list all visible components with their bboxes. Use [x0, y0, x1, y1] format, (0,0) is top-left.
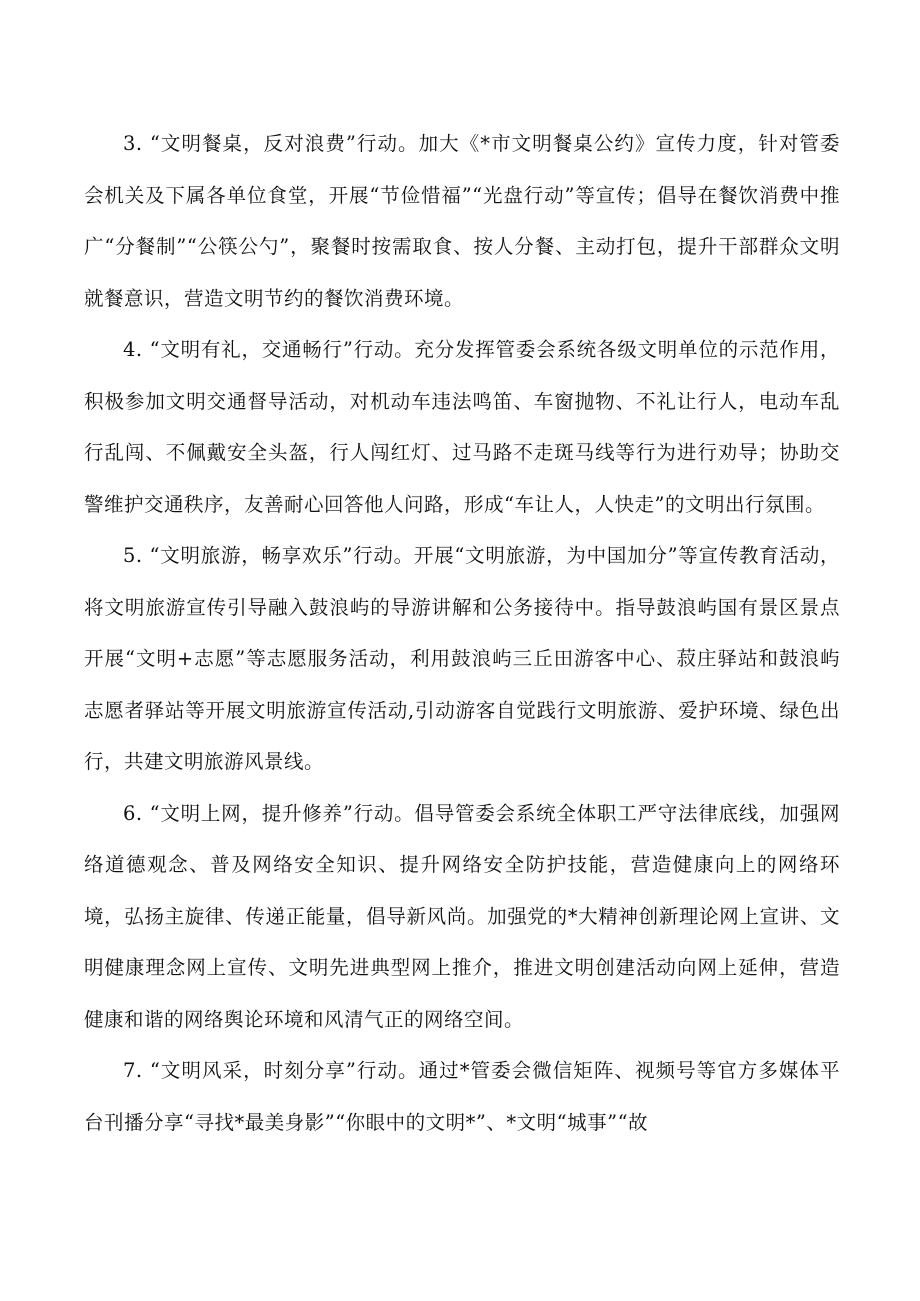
- paragraph-5-civilized-tourism: 5. “文明旅游，畅享欢乐”行动。开展“文明旅游，为中国加分”等宣传教育活动，将文明旅游宣传引导融入鼓浪屿的导游讲解和公务接待中。指导鼓浪屿国有景区景点开展“文明+志愿”等志愿服务活动，利用鼓浪屿三丘田游客中心、菽庄驿站和鼓浪屿志愿者驿站等开展文明旅游宣传活动,引动游客自觉践行文明旅游、爱护环境、绿色出行，共建文明旅游风景线。: [84, 544, 840, 773]
- paragraph-3-civilized-dining: 3. “文明餐桌，反对浪费”行动。加大《*市文明餐桌公约》宣传力度，针对管委会机关及下属各单位食堂，开展“节俭惜福”“光盘行动”等宣传；倡导在餐饮消费中推广“分餐制”“公筷公勺”，聚餐时按需取食、按人分餐、主动打包，提升干部群众文明就餐意识，营造文明节约的餐饮消费环境。: [84, 132, 840, 310]
- paragraph-4-civilized-traffic: 4. “文明有礼，交通畅行”行动。充分发挥管委会系统各级文明单位的示范作用，积极参加文明交通督导活动，对机动车违法鸣笛、车窗抛物、不礼让行人，电动车乱行乱闯、不佩戴安全头盔，行人闯红灯、过马路不走斑马线等行为进行劝导；协助交警维护交通秩序，友善耐心回答他人问路，形成“车让人，人快走”的文明出行氛围。: [84, 338, 840, 516]
- document-page: [84, 118, 840, 1148]
- paragraph-7-civilized-sharing: 7. “文明风采，时刻分享”行动。通过*管委会微信矩阵、视频号等官方多媒体平台刊播分享“寻找*最美身影”“你眼中的文明*”、*文明“城事”“故: [84, 1059, 840, 1134]
- paragraph-6-civilized-internet: 6. “文明上网，提升修养”行动。倡导管委会系统全体职工严守法律底线，加强网络道德观念、普及网络安全知识、提升网络安全防护技能，营造健康向上的网络环境，弘扬主旋律、传递正能量，倡导新风尚。加强党的*大精神创新理论网上宣讲、文明健康理念网上宣传、文明先进典型网上推介，推进文明创建活动向网上延伸，营造健康和谐的网络舆论环境和风清气正的网络空间。: [84, 801, 840, 1031]
